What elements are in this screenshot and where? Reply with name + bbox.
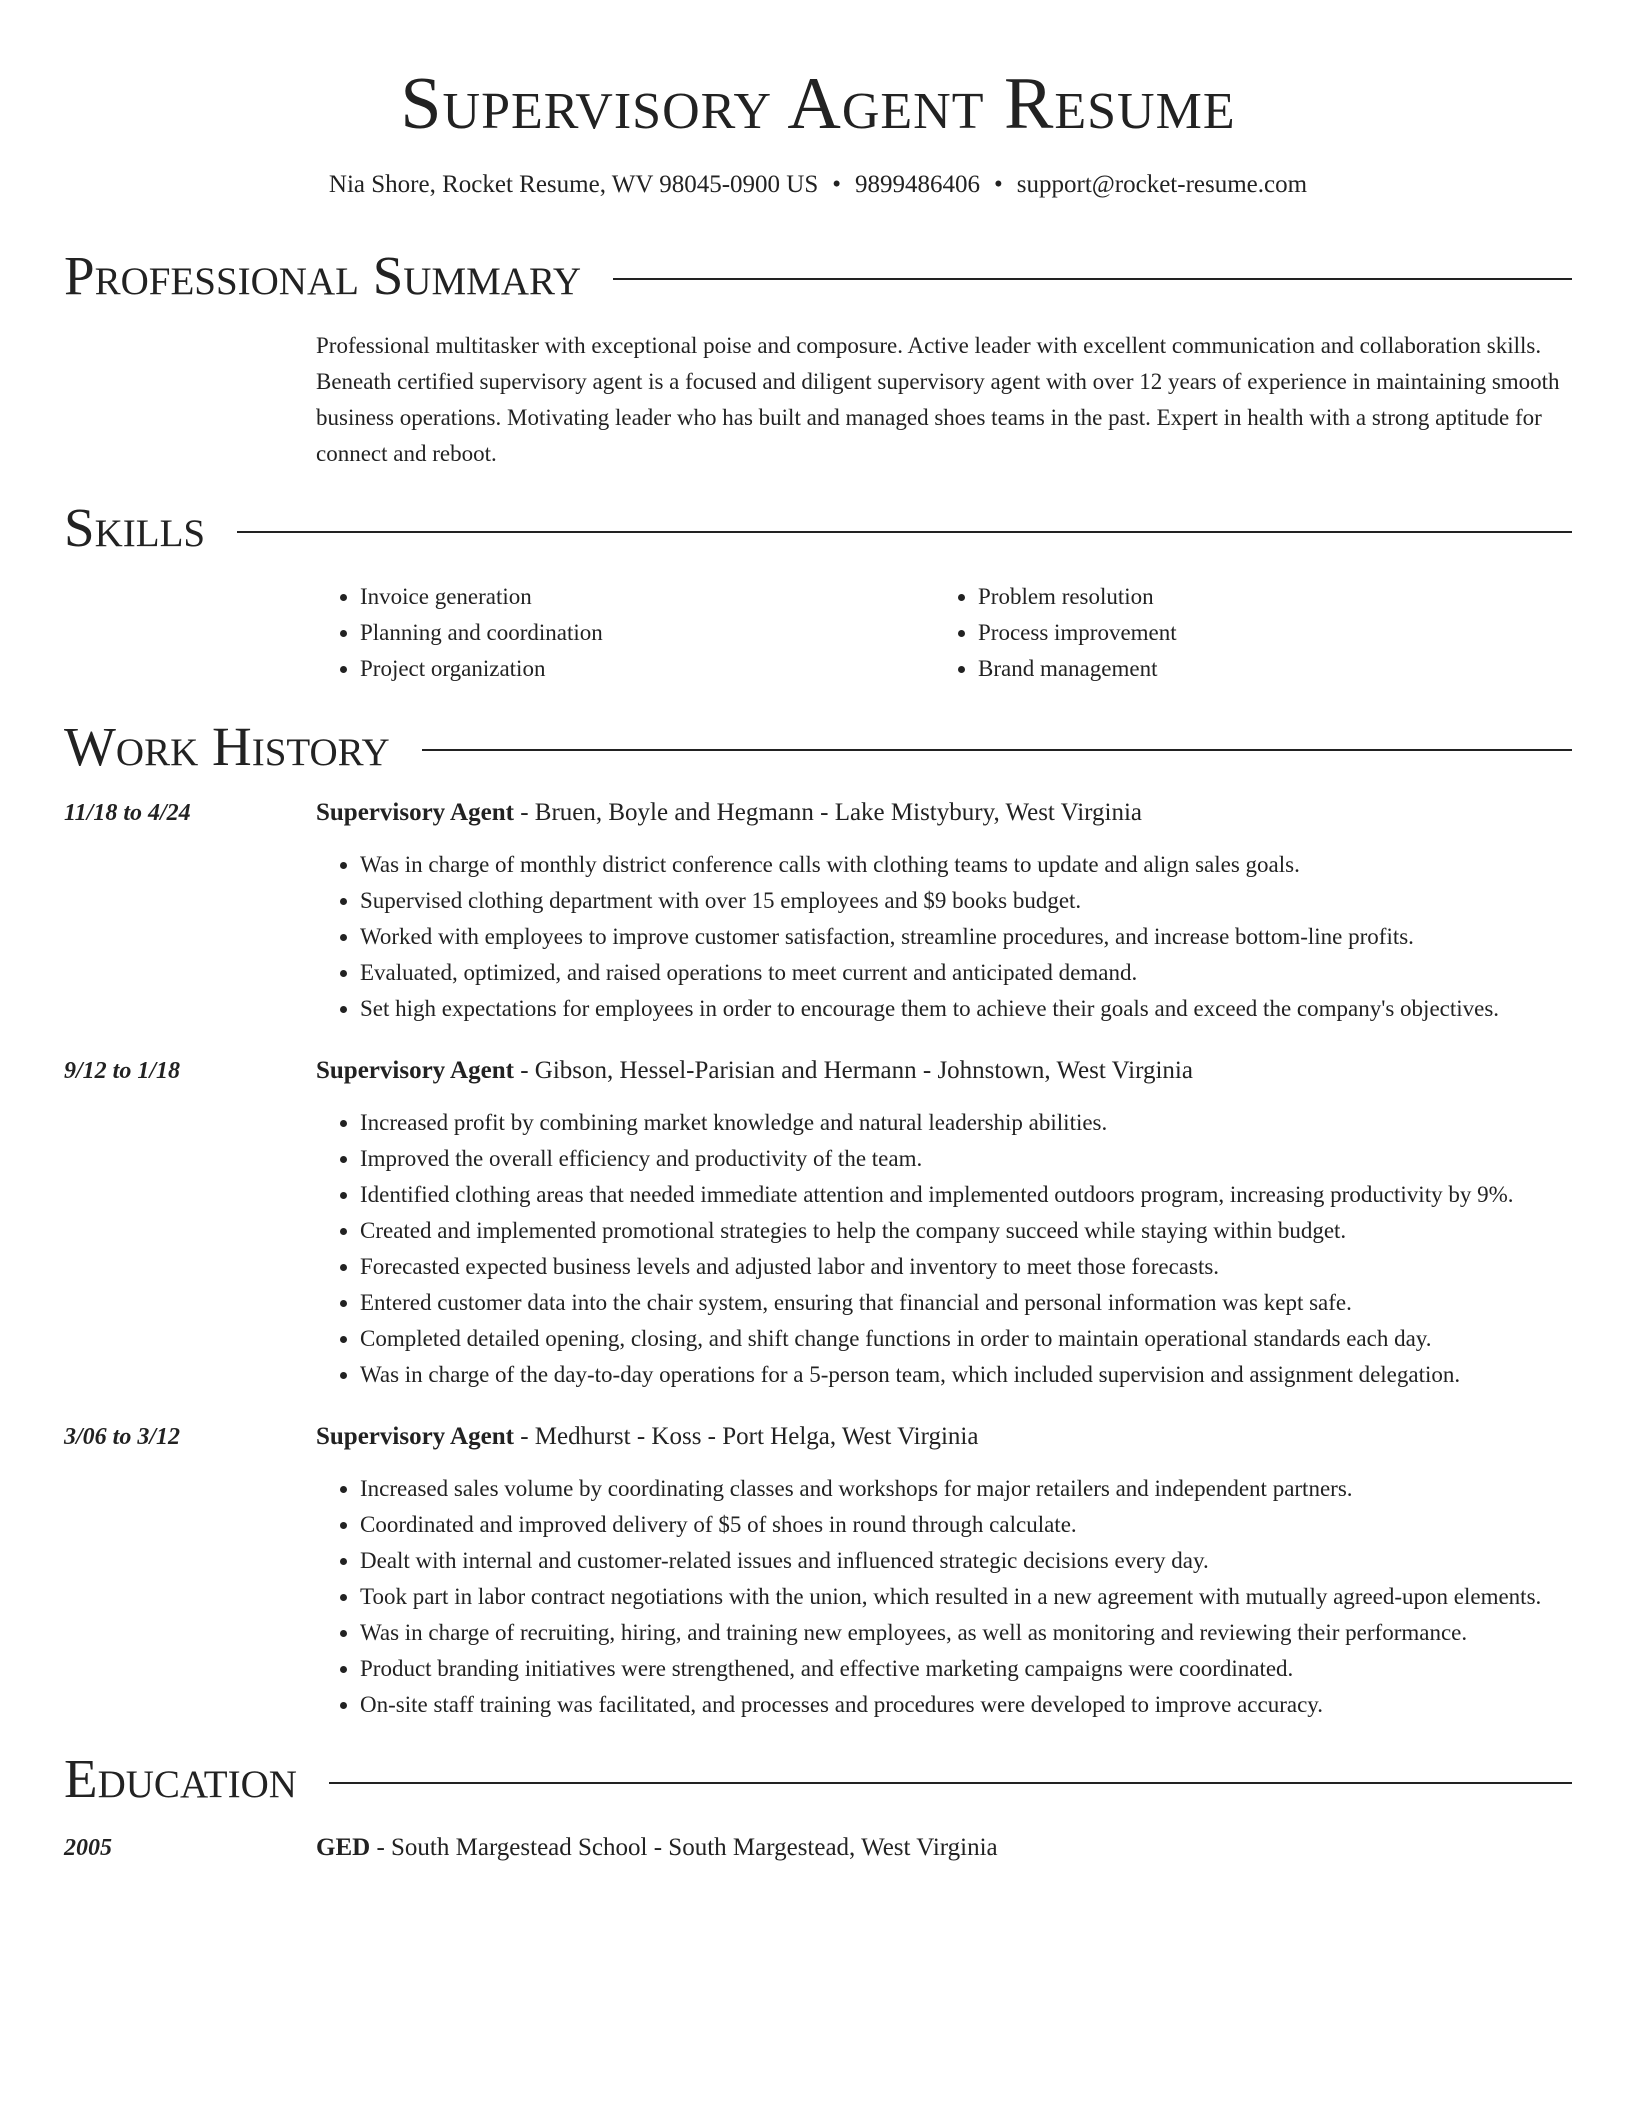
- job-dates: 3/06 to 3/12: [64, 1424, 181, 1451]
- job-bullet: • Coordinated and improved delivery of $5 of shoes in round through calculate.: [360, 1507, 1572, 1543]
- job-bullet: • Was in charge of the day-to-day operations for a 5-person team, which included supervision and assignment delegation.: [360, 1357, 1572, 1393]
- job-bullet: • Dealt with internal and customer-related issues and influenced strategic decisions every day.: [360, 1543, 1572, 1579]
- education-section: [64, 1749, 1572, 1866]
- summary-text: Professional multitasker with exceptional poise and composure. Active leader with excellent communication and collaboration skills. Beneath certified supervisory agent is a focused and diligent supervisory agent with over 12 years of experience in maintaining smooth business operations. Motivating leader who has built and managed shoes teams in the past. Expert in health with a strong aptitude for connect and reboot.: [316, 333, 1560, 467]
- job-body: [316, 795, 1572, 1027]
- job-entry: [64, 1053, 1572, 1393]
- education-section-header: [64, 1749, 1572, 1810]
- skill-item: • Problem resolution: [978, 579, 1552, 615]
- job-body: [316, 1419, 1572, 1723]
- job-bullets: [316, 847, 1572, 1027]
- job-entry: [64, 795, 1572, 1027]
- education-heading: [316, 1830, 1572, 1866]
- job-bullet: • Forecasted expected business levels and adjusted labor and inventory to meet those forecasts.: [360, 1249, 1572, 1285]
- education-year: 2005: [64, 1834, 112, 1861]
- job-bullet: • Increased profit by combining market knowledge and natural leadership abilities.: [360, 1105, 1572, 1141]
- job-bullet: • Entered customer data into the chair system, ensuring that financial and personal information was kept safe.: [360, 1285, 1572, 1321]
- contact-separator: •: [832, 171, 841, 199]
- job-dates: 11/18 to 4/24: [64, 800, 191, 827]
- education-school: - South Margestead School - South Margestead, West Virginia: [370, 1833, 998, 1861]
- job-bullet: • Evaluated, optimized, and raised operations to meet current and anticipated demand.: [360, 955, 1572, 991]
- job-heading: [316, 1419, 1572, 1455]
- section-divider: [613, 278, 1572, 280]
- job-bullet: • Worked with employees to improve customer satisfaction, streamline procedures, and increase bottom-line profits.: [360, 919, 1572, 955]
- job-body: [316, 1053, 1572, 1393]
- education-section-title: Education: [64, 1748, 297, 1810]
- skill-item: • Planning and coordination: [360, 615, 934, 651]
- job-role: Supervisory Agent: [316, 799, 514, 827]
- skill-item: • Process improvement: [978, 615, 1552, 651]
- skill-item: • Brand management: [978, 651, 1552, 687]
- job-heading: [316, 795, 1572, 831]
- skills-section: [64, 498, 1572, 687]
- work-history-section-header: [64, 717, 1572, 778]
- contact-email: support@rocket-resume.com: [1016, 171, 1308, 199]
- job-employer: - Bruen, Boyle and Hegmann - Lake Mistybury, West Virginia: [513, 799, 1143, 827]
- job-bullets: [316, 1471, 1572, 1723]
- skills-list: [316, 579, 1572, 687]
- job-bullets: [316, 1105, 1572, 1393]
- job-bullet: • Increased sales volume by coordinating classes and workshops for major retailers and independent partners.: [360, 1471, 1572, 1507]
- job-role: Supervisory Agent: [316, 1057, 514, 1085]
- skills-section-title: Skills: [64, 497, 206, 559]
- skills-column-left: [316, 579, 934, 687]
- job-heading: [316, 1053, 1572, 1089]
- skill-item: • Project organization: [360, 651, 934, 687]
- contact-line: [64, 169, 1572, 202]
- work-history-section-title: Work History: [64, 715, 390, 777]
- job-bullet: • Completed detailed opening, closing, and shift change functions in order to maintain operational standards each day.: [360, 1321, 1572, 1357]
- education-body: [316, 1830, 1572, 1866]
- work-history-section: [64, 717, 1572, 1724]
- job-employer: - Gibson, Hessel-Parisian and Hermann - Johnstown, West Virginia: [513, 1057, 1193, 1085]
- job-role: Supervisory Agent: [316, 1423, 514, 1451]
- job-bullet: • Improved the overall efficiency and productivity of the team.: [360, 1141, 1572, 1177]
- job-employer: - Medhurst - Koss - Port Helga, West Virginia: [513, 1423, 979, 1451]
- section-divider: [329, 1782, 1572, 1784]
- job-dates: 9/12 to 1/18: [64, 1058, 181, 1085]
- education-degree: GED: [316, 1833, 371, 1861]
- contact-address: Nia Shore, Rocket Resume, WV 98045-0900 US: [328, 171, 819, 199]
- skills-section-header: [64, 498, 1572, 559]
- job-bullet: • Created and implemented promotional strategies to help the company succeed while staying within budget.: [360, 1213, 1572, 1249]
- job-bullet: • Took part in labor contract negotiations with the union, which resulted in a new agreement with mutually agreed-upon elements.: [360, 1579, 1572, 1615]
- summary-section-title: Professional Summary: [64, 244, 582, 306]
- job-bullet: • Was in charge of monthly district conference calls with clothing teams to update and align sales goals.: [360, 847, 1572, 883]
- skill-item: • Invoice generation: [360, 579, 934, 615]
- job-bullet: • Set high expectations for employees in order to encourage them to achieve their goals and exceed the company's objectives.: [360, 991, 1572, 1027]
- resume-page: [64, 0, 1572, 1866]
- job-bullet: • Supervised clothing department with over 15 employees and $9 books budget.: [360, 883, 1572, 919]
- contact-phone: 9899486406: [855, 171, 980, 199]
- section-divider: [422, 749, 1572, 751]
- summary-section: [64, 246, 1572, 473]
- job-bullet: • Identified clothing areas that needed immediate attention and implemented outdoors program, increasing productivity by 9%.: [360, 1177, 1572, 1213]
- job-bullet: • Was in charge of recruiting, hiring, and training new employees, as well as monitoring and reviewing their performance.: [360, 1615, 1572, 1651]
- job-entry: [64, 1419, 1572, 1723]
- job-bullet: • On-site staff training was facilitated, and processes and procedures were developed to improve accuracy.: [360, 1687, 1572, 1723]
- skills-column-right: [934, 579, 1552, 687]
- resume-title: Supervisory Agent Resume: [400, 63, 1236, 145]
- section-divider: [237, 531, 1572, 533]
- contact-separator: •: [994, 171, 1003, 199]
- job-bullet: • Product branding initiatives were strengthened, and effective marketing campaigns were coordinated.: [360, 1651, 1572, 1687]
- education-entry: [64, 1830, 1572, 1866]
- summary-section-header: [64, 246, 1572, 307]
